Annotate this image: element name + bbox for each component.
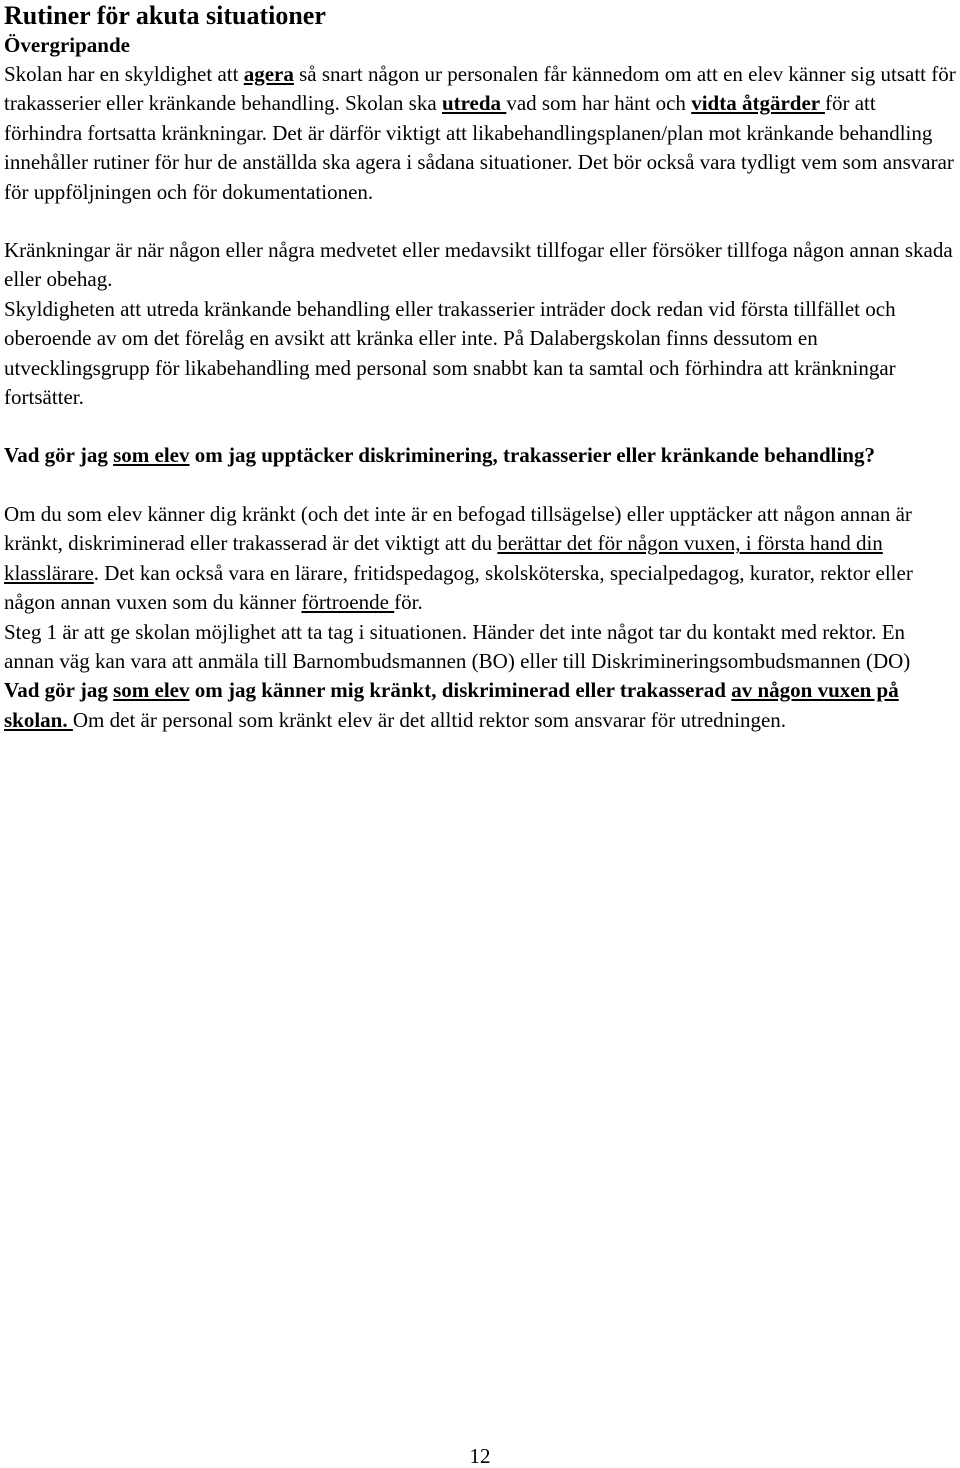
emphasis-som-elev: som elev: [113, 678, 190, 703]
section-subtitle: Övergripande: [4, 33, 130, 57]
question-heading-discover: [4, 441, 956, 470]
text-run: Skolan har en skyldighet att: [4, 62, 244, 86]
text-run: för att förhindra fortsatta kränkningar. Det är därför viktigt att likabehandlingsplanen/plan mot kränkande behandling innehåller rutiner för hur de anställda ska agera i sådana situationer. Det bör också vara tydligt vem som ansvarar för uppföljningen och för dokumentationen.: [4, 91, 954, 204]
text-run: . Det kan också vara en lärare, fritidspedagog, skolsköterska, specialpedagog, kurator, rektor eller någon annan vuxen som du känner: [4, 560, 913, 615]
document-title: Rutiner för akuta situationer: [4, 1, 326, 30]
paragraph-student-advice: [4, 500, 956, 618]
paragraph-definition: Kränkningar är när någon eller några medvetet eller medavsikt tillfogar eller försöker tillfoga någon annan skada eller obehag.: [4, 238, 953, 292]
text-run: Vad gör jag: [4, 443, 114, 468]
emphasis-agera: agera: [243, 62, 294, 86]
text-run: Om du som elev känner dig kränkt (och det inte är en befogad tillsägelse) eller upptäcker att någon annan är kränkt, diskriminerad eller trakasserad är det viktigt att du: [4, 501, 912, 556]
page-number: 12: [469, 1444, 491, 1468]
emphasis-utreda: utreda: [441, 91, 507, 116]
text-run: om jag känner mig kränkt, diskriminerad eller trakasserad: [189, 678, 732, 703]
paragraph-adult-offender: [4, 676, 956, 735]
paragraph-obligation: [4, 60, 956, 207]
spacer: [4, 471, 956, 500]
text-run: Om det är personal som kränkt elev är det alltid rektor som ansvarar för utredningen.: [72, 707, 787, 732]
emphasis-tell-adult: berättar det för någon vuxen, i första hand din klasslärare: [4, 531, 883, 585]
text-run: för.: [394, 590, 423, 615]
paragraph-steps: Steg 1 är att ge skolan möjlighet att ta tag i situationen. Händer det inte något tar du kontakt med rektor. En annan väg kan vara att anmäla till Barnombudsmannen (BO) eller till Diskrimineringsombudsmannen (DO): [4, 619, 911, 673]
document-page: [4, 0, 956, 735]
text-run: vad som har hänt och: [506, 91, 692, 116]
emphasis-som-elev: som elev: [113, 443, 190, 468]
text-run: om jag upptäcker diskriminering, trakasserier eller kränkande behandling?: [189, 443, 875, 468]
spacer: [4, 207, 956, 236]
spacer: [4, 412, 956, 441]
paragraph-duty: Skyldigheten att utreda kränkande behandling eller trakasserier inträder dock redan vid första tillfället och oberoende av om det förelåg en avsikt att kränka eller inte. På Dalabergskolan finns dessutom en utvecklingsgrupp för likabehandling med personal som snabbt kan ta samtal och förhindra att kränkningar fortsätter.: [4, 296, 896, 410]
emphasis-av-nagon-vuxen: av någon vuxen på skolan.: [4, 678, 899, 732]
emphasis-fortroende: förtroende: [301, 590, 395, 615]
emphasis-vidta-atgarder: vidta åtgärder: [691, 91, 825, 116]
text-run: så snart någon ur personalen får kännedom om att en elev känner sig utsatt för trakasserier eller kränkande behandling. Skolan ska: [4, 62, 956, 116]
text-run: Vad gör jag: [4, 678, 114, 703]
